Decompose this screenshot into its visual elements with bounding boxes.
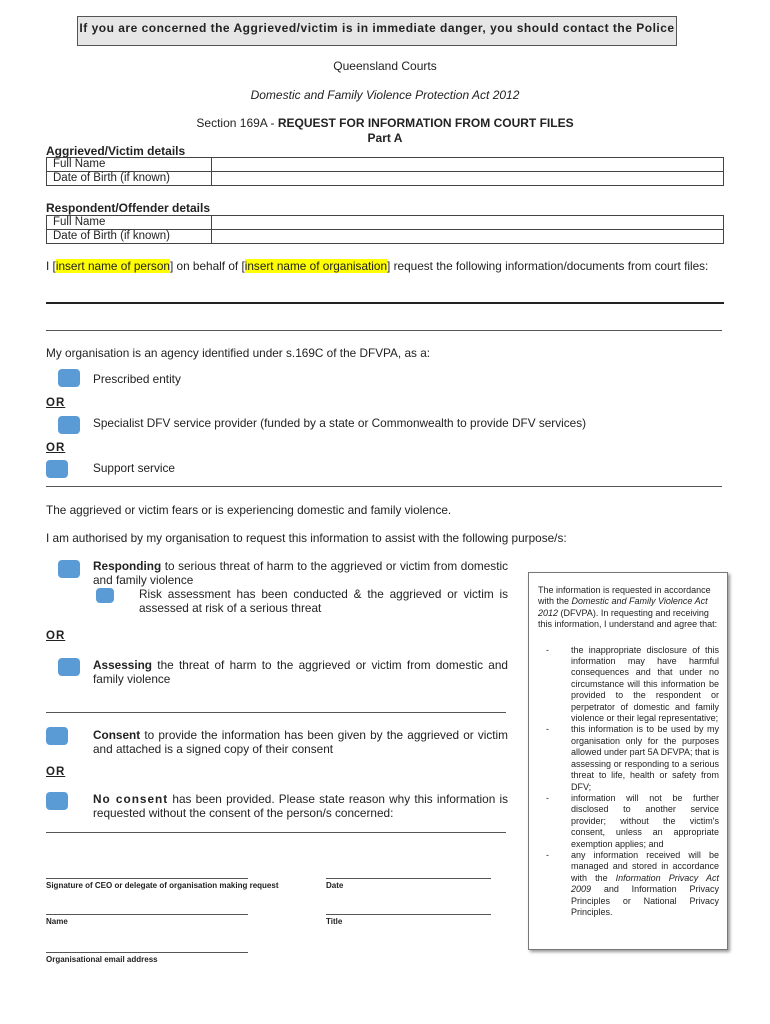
name-line[interactable] [46, 914, 248, 915]
respondent-name-field[interactable] [212, 216, 724, 230]
person-placeholder[interactable]: insert name of person [55, 259, 170, 273]
table-row [47, 172, 724, 186]
part-label: Part A [367, 131, 403, 145]
or-label: OR [46, 630, 66, 642]
risk-assessment-text: Risk assessment has been conducted & the aggrieved or victim is assessed at risk of a serious threat [139, 587, 508, 615]
or-label: OR [46, 397, 66, 409]
or-label: OR [46, 766, 66, 778]
table-row [47, 216, 724, 230]
aggrieved-heading: Aggrieved/Victim details [46, 144, 186, 158]
list-item: - this information is to be used by my organisation only for the purposes allowed under part 5A DFVPA; that is assessing or responding to a serious threat to life, health or safety from DFV; [538, 724, 719, 792]
table-row [47, 158, 724, 172]
responding-text [93, 560, 508, 587]
date-line[interactable] [326, 878, 491, 879]
respondent-dob-field[interactable] [212, 230, 724, 244]
panel-intro-b: (DFVPA). In requesting and receiving this information, I understand and agree that: [538, 607, 718, 630]
responding-checkbox[interactable] [58, 560, 80, 578]
aggrieved-name-field[interactable] [212, 158, 724, 172]
risk-assessment-checkbox[interactable] [96, 588, 114, 603]
no-consent-rest: has been provided. Please state reason why this information is requested without the consent of the person/s concerned: [93, 792, 509, 820]
specialist-dfv-checkbox[interactable] [58, 416, 80, 434]
list-item: - information will not be further disclosed to another service provider; without the victim's consent, unless an appropriate exemption applies; and [538, 793, 719, 850]
act-name: Domestic and Family Violence Protection Act 2012 [250, 88, 520, 102]
assessing-text [93, 659, 508, 686]
request-text-b: ] on behalf of [ [169, 259, 245, 273]
assessing-checkbox[interactable] [58, 658, 80, 676]
no-consent-checkbox[interactable] [46, 792, 68, 810]
no-consent-blank-line[interactable] [46, 832, 506, 833]
name-label: Name [46, 917, 68, 926]
consent-text [93, 729, 508, 756]
section-prefix: Section 169A - [196, 116, 278, 130]
signature-line[interactable] [46, 878, 248, 879]
respondent-dob-label: Date of Birth (if known) [47, 230, 212, 244]
authorised-statement: I am authorised by my organisation to request this information to assist with the following purpose/s: [46, 531, 567, 545]
panel-last-act: Information Privacy Act 2009 [571, 872, 719, 895]
divider [46, 302, 724, 304]
support-service-label: Support service [93, 461, 175, 475]
panel-intro-act: Domestic and Family Violence Act 2012 [538, 596, 708, 618]
fears-statement: The aggrieved or victim fears or is experiencing domestic and family violence. [46, 503, 452, 517]
agency-intro: My organisation is an agency identified under s.169C of the DFVPA, as a: [46, 346, 431, 360]
no-consent-bold: No consent [93, 792, 169, 806]
court-name: Queensland Courts [333, 59, 437, 73]
email-label: Organisational email address [46, 955, 158, 964]
request-blank-line[interactable] [46, 330, 722, 331]
panel-last-b: and Information Privacy Principles or National Privacy Principles. [571, 884, 719, 917]
danger-banner: If you are concerned the Aggrieved/victim is in immediate danger, you should contact the Police [77, 16, 677, 46]
prescribed-entity-checkbox[interactable] [58, 369, 80, 387]
signature-label: Signature of CEO or delegate of organisation making request [46, 881, 279, 890]
organisation-placeholder[interactable]: insert name of organisation [244, 259, 388, 273]
list-item: - the inappropriate disclosure of this information may have harmful consequences and that under no circumstance will this information be provided to the respondent or perpetrator of domestic and family violence or their legal representative; [538, 645, 719, 725]
panel-list [538, 645, 719, 919]
assessing-rest: the threat of harm to the aggrieved or victim from domestic and family violence [93, 658, 508, 686]
panel-intro [538, 585, 719, 631]
prescribed-entity-label: Prescribed entity [93, 372, 181, 386]
table-row [47, 230, 724, 244]
section-title [0, 116, 770, 130]
respondent-table [46, 215, 724, 244]
aggrieved-dob-field[interactable] [212, 172, 724, 186]
respondent-name-label: Full Name [47, 216, 212, 230]
date-label: Date [326, 881, 344, 890]
disclosure-panel [528, 572, 728, 950]
responding-rest: to serious threat of harm to the aggrieved or victim from domestic and family violence [93, 559, 508, 587]
respondent-heading: Respondent/Offender details [46, 201, 211, 215]
no-consent-text [93, 793, 508, 820]
consent-rest: to provide the information has been given by the aggrieved or victim and attached is a signed copy of their consent [93, 728, 508, 756]
title-label: Title [326, 917, 343, 926]
agency-blank-line[interactable] [46, 486, 722, 487]
title-line[interactable] [326, 914, 491, 915]
assessing-blank-line[interactable] [46, 712, 506, 713]
section-heading: REQUEST FOR INFORMATION FROM COURT FILES [277, 116, 574, 130]
consent-checkbox[interactable] [46, 727, 68, 745]
responding-bold: Responding [93, 559, 162, 573]
request-text-c: ] request the following information/documents from court files: [387, 259, 709, 273]
panel-last-a: any information received will be managed and stored in accordance with the [571, 849, 719, 883]
specialist-dfv-label: Specialist DFV service provider (funded by a state or Commonwealth to provide DFV services) [93, 416, 587, 430]
email-line[interactable] [46, 952, 248, 953]
support-service-checkbox[interactable] [46, 460, 68, 478]
aggrieved-dob-label: Date of Birth (if known) [47, 172, 212, 186]
consent-bold: Consent [93, 728, 141, 742]
or-label: OR [46, 442, 66, 454]
request-statement [46, 260, 724, 274]
request-text-a: I [ [46, 259, 56, 273]
panel-intro-a: The information is requested in accordance with the [538, 585, 711, 607]
aggrieved-name-label: Full Name [47, 158, 212, 172]
aggrieved-table [46, 157, 724, 186]
assessing-bold: Assessing [93, 658, 153, 672]
list-item [538, 850, 719, 918]
